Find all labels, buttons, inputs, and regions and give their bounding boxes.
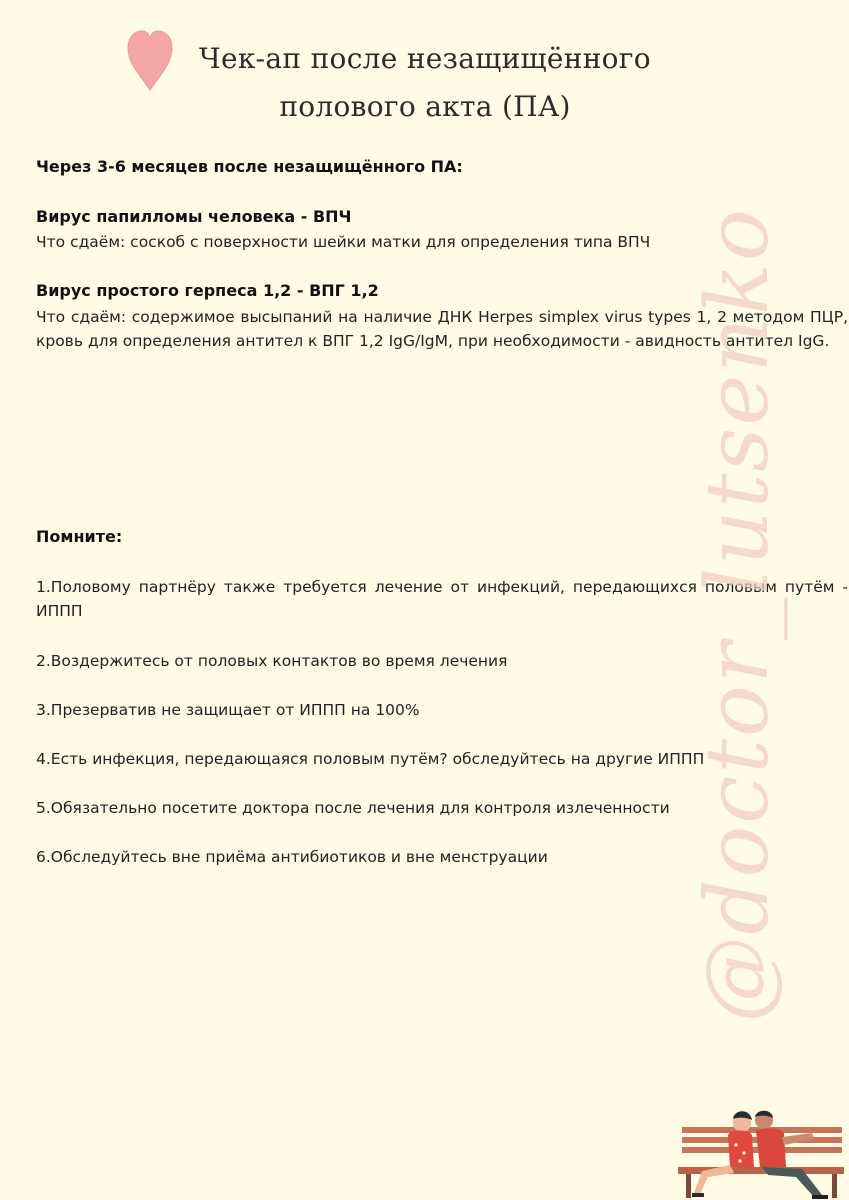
page-title (150, 35, 700, 131)
remember-item-6: 6.Обследуйтесь вне приёма антибиотиков и вне менструации (36, 848, 548, 866)
title-line-2: полового акта (ПА) (279, 90, 571, 123)
test-desc-hpv: Что сдаём: соскоб с поверхности шейки матки для определения типа ВПЧ (36, 233, 651, 251)
remember-item-2: 2.Воздержитесь от половых контактов во время лечения (36, 652, 508, 670)
watermark-text: @doctor_lutsenko (688, 207, 788, 1023)
test-name-hpv: Вирус папилломы человека - ВПЧ (36, 207, 352, 226)
remember-item-1: 1.Половому партнёру также требуется лечение от инфекций, передающихся половым путём - ИППП (36, 578, 848, 620)
section-header: Через 3-6 месяцев после незащищённого ПА: (36, 157, 463, 176)
test-name-hsv: Вирус простого герпеса 1,2 - ВПГ 1,2 (36, 281, 379, 300)
remember-item-4: 4.Есть инфекция, передающаяся половым путём? обследуйтесь на другие ИППП (36, 750, 705, 768)
title-line-1: Чек-ап после незащищённого (199, 42, 651, 75)
remember-header: Помните: (36, 527, 123, 546)
test-desc-hsv: Что сдаём: содержимое высыпаний на наличие ДНК Herpes simplex virus types 1, 2 методом ПЦР, кровь для определения антител к ВПГ 1,2 IgG/IgM, при необходимости - авидность антител IgG. (36, 308, 848, 350)
remember-item-5: 5.Обязательно посетите доктора после лечения для контроля излеченности (36, 799, 670, 817)
couple-on-bench-illustration (672, 1105, 849, 1200)
remember-item-3: 3.Презерватив не защищает от ИППП на 100% (36, 701, 420, 719)
